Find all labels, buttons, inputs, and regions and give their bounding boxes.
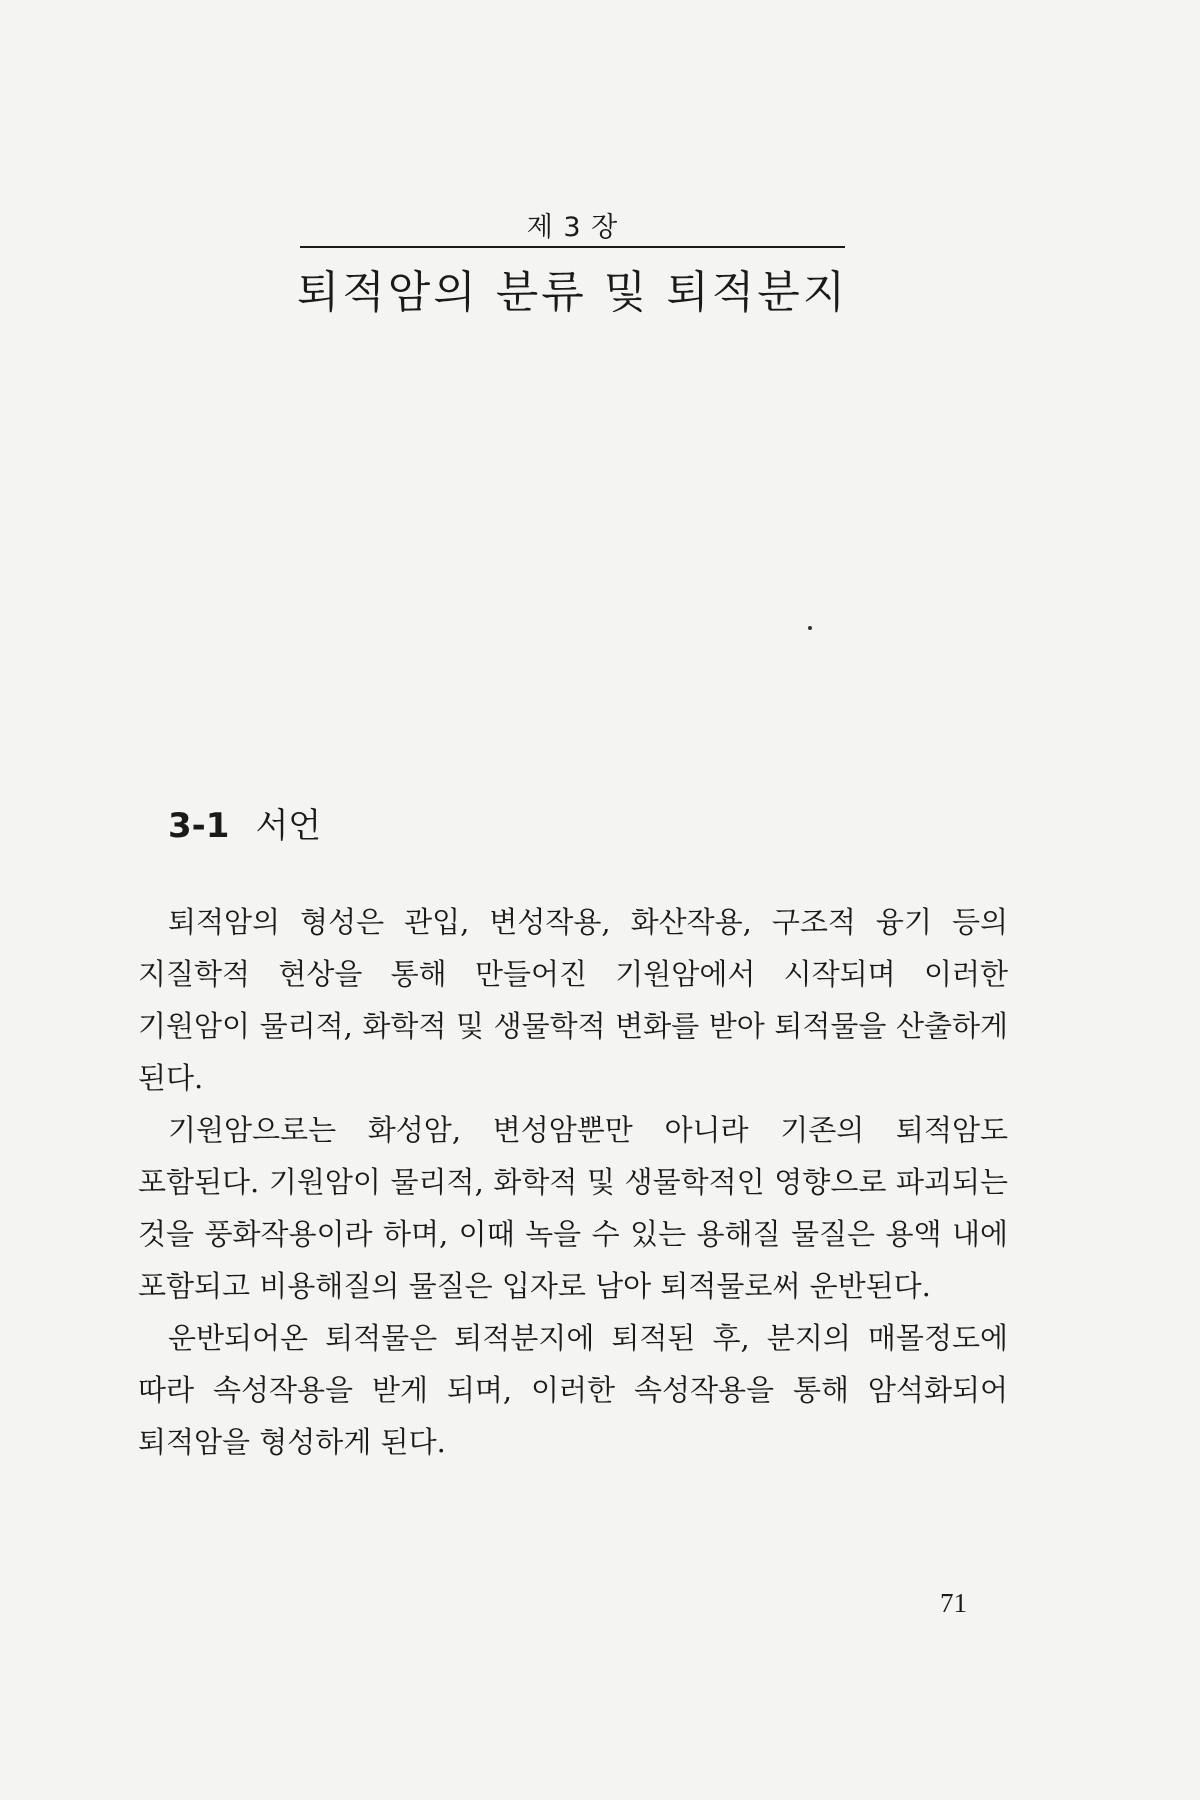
chapter-title: 퇴적암의 분류 및 퇴적분지 bbox=[296, 267, 849, 318]
section-number: 3-1 bbox=[168, 806, 230, 846]
page-number: 71 bbox=[940, 1588, 967, 1618]
paragraph: 운반되어온 퇴적물은 퇴적분지에 퇴적된 후, 분지의 매몰정도에 따라 속성작용을 받게 되며, 이러한 속성작용을 통해 암석화되어 퇴적암을 형성하게 된다. bbox=[138, 1321, 1008, 1459]
paragraph: 퇴적암의 형성은 관입, 변성작용, 화산작용, 구조적 융기 등의 지질학적 현상을 통해 만들어진 기원암에서 시작되며 이러한 기원암이 물리적, 화학적 및 생물학적 변화를 받아 퇴적물을 산출하게 된다. bbox=[138, 905, 1008, 1095]
chapter-label: 제 3 장 bbox=[526, 212, 619, 243]
body-text bbox=[138, 896, 1008, 1468]
scan-speck bbox=[808, 626, 812, 630]
section-heading bbox=[168, 798, 321, 847]
chapter-divider bbox=[300, 246, 845, 248]
paragraph: 기원암으로는 화성암, 변성암뿐만 아니라 기존의 퇴적암도 포함된다. 기원암이 물리적, 화학적 및 생물학적인 영향으로 파괴되는 것을 풍화작용이라 하며, 이때 녹을 수 있는 용해질 물질은 용액 내에 포함되고 비용해질의 물질은 입자로 남아 퇴적물로써 운반된다. bbox=[138, 1113, 1008, 1303]
section-title: 서언 bbox=[255, 806, 322, 846]
